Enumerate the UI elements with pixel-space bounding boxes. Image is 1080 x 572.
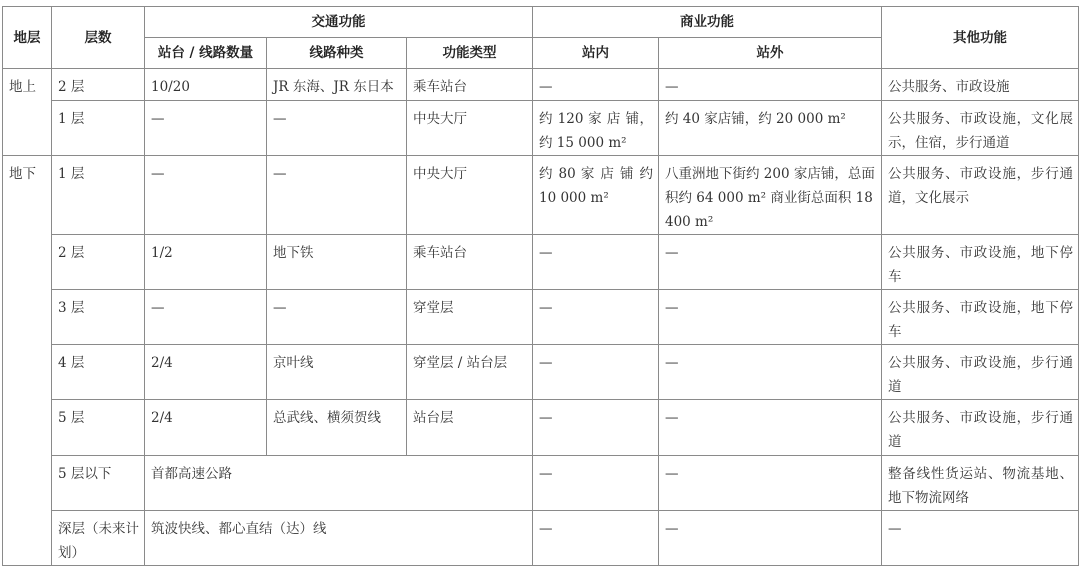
header-inside: 站内 (533, 38, 659, 69)
cell-outside: — (659, 69, 882, 101)
function-table (2, 6, 1079, 566)
cell-outside: — (659, 290, 882, 345)
cell-count: 1/2 (145, 235, 267, 290)
header-row-1 (3, 7, 1079, 38)
cell-other: 公共服务、市政设施，步行通道，文化展示 (882, 156, 1079, 235)
cell-inside: 约 120 家 店 铺，约 15 000 m² (533, 101, 659, 156)
cell-outside: — (659, 400, 882, 456)
cell-level: 5 层 (52, 400, 145, 456)
cell-lines: — (267, 101, 407, 156)
cell-lines: 地下铁 (267, 235, 407, 290)
header-outside: 站外 (659, 38, 882, 69)
cell-count: — (145, 156, 267, 235)
cell-outside: 约 40 家店铺，约 20 000 m² (659, 101, 882, 156)
group-below: 地下 (3, 156, 52, 566)
cell-outside: — (659, 511, 882, 566)
header-func-type: 功能类型 (407, 38, 533, 69)
cell-inside: — (533, 345, 659, 400)
cell-other: 公共服务、市政设施，文化展示，住宿，步行通道 (882, 101, 1079, 156)
header-transport: 交通功能 (145, 7, 533, 38)
cell-inside: — (533, 456, 659, 511)
table-row (3, 400, 1079, 456)
table-row (3, 156, 1079, 235)
cell-func: 穿堂层 / 站台层 (407, 345, 533, 400)
cell-lines: — (267, 290, 407, 345)
cell-other: 公共服务、市政设施，地下停车 (882, 290, 1079, 345)
cell-outside: — (659, 456, 882, 511)
cell-lines: — (267, 156, 407, 235)
header-level: 层数 (52, 7, 145, 69)
cell-count: 2/4 (145, 400, 267, 456)
cell-inside: — (533, 511, 659, 566)
table-row (3, 345, 1079, 400)
cell-level: 4 层 (52, 345, 145, 400)
header-other: 其他功能 (882, 7, 1079, 69)
cell-other: 公共服务、市政设施，步行通道 (882, 345, 1079, 400)
header-line-type: 线路种类 (267, 38, 407, 69)
cell-func: 中央大厅 (407, 101, 533, 156)
cell-level: 2 层 (52, 69, 145, 101)
cell-inside: — (533, 69, 659, 101)
cell-other: 公共服务、市政设施，地下停车 (882, 235, 1079, 290)
cell-span: 筑波快线、都心直结（达）线 (145, 511, 533, 566)
table-row (3, 235, 1079, 290)
cell-other: — (882, 511, 1079, 566)
cell-func: 乘车站台 (407, 235, 533, 290)
cell-level: 1 层 (52, 101, 145, 156)
cell-inside: 约 80 家 店 铺 约 10 000 m² (533, 156, 659, 235)
cell-inside: — (533, 235, 659, 290)
cell-level: 深层（未来计划） (52, 511, 145, 566)
cell-level: 3 层 (52, 290, 145, 345)
cell-outside: — (659, 235, 882, 290)
header-commerce: 商业功能 (533, 7, 882, 38)
cell-count: — (145, 290, 267, 345)
cell-func: 乘车站台 (407, 69, 533, 101)
header-station-lines: 站台 / 线路数量 (145, 38, 267, 69)
cell-count: 2/4 (145, 345, 267, 400)
cell-outside: — (659, 345, 882, 400)
table-row (3, 69, 1079, 101)
group-above: 地上 (3, 69, 52, 156)
table-row (3, 456, 1079, 511)
cell-count: — (145, 101, 267, 156)
header-floor: 地层 (3, 7, 52, 69)
cell-level: 2 层 (52, 235, 145, 290)
cell-count: 10/20 (145, 69, 267, 101)
cell-func: 穿堂层 (407, 290, 533, 345)
cell-inside: — (533, 400, 659, 456)
cell-inside: — (533, 290, 659, 345)
cell-lines: JR 东海、JR 东日本 (267, 69, 407, 101)
table-row (3, 511, 1079, 566)
cell-outside: 八重洲地下街约 200 家店铺，总面积约 64 000 m² 商业街总面积 18 400 m² (659, 156, 882, 235)
cell-func: 中央大厅 (407, 156, 533, 235)
cell-other: 公共服务、市政设施 (882, 69, 1079, 101)
table-row (3, 290, 1079, 345)
table-row (3, 101, 1079, 156)
cell-level: 5 层以下 (52, 456, 145, 511)
cell-func: 站台层 (407, 400, 533, 456)
cell-level: 1 层 (52, 156, 145, 235)
cell-lines: 京叶线 (267, 345, 407, 400)
cell-lines: 总武线、横须贺线 (267, 400, 407, 456)
cell-other: 公共服务、市政设施，步行通道 (882, 400, 1079, 456)
cell-other: 整备线性货运站、物流基地、地下物流网络 (882, 456, 1079, 511)
cell-span: 首都高速公路 (145, 456, 533, 511)
